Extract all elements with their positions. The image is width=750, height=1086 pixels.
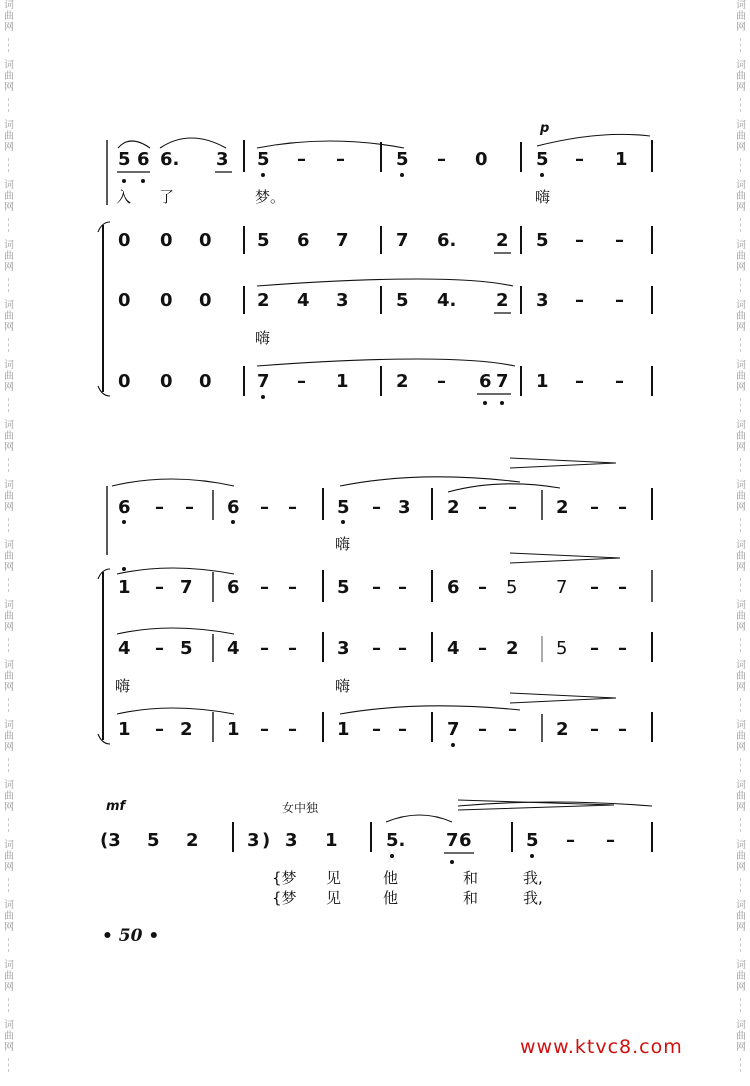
note: 3 [337,638,350,659]
watermark-text: 词 曲 网 [736,900,746,933]
note: 4 [297,290,310,311]
watermark-text: 词 曲 网 [4,720,14,753]
note: – [372,719,381,740]
note: 5 [118,149,131,170]
octave-dot [341,520,345,524]
note: 6. [160,149,180,170]
note: – [288,577,297,598]
watermark-text: 词 曲 网 [4,480,14,513]
watermark-text: 词 曲 网 [736,960,746,993]
note: – [615,371,624,392]
note: – [372,577,381,598]
note: – [398,719,407,740]
part-label: 女中独 [282,801,319,815]
note: 3 [285,830,298,851]
note: – [618,577,627,598]
lyric: 我, [523,869,543,887]
lyric: {梦 [272,889,297,907]
note: 7 [496,371,509,392]
note: 4 [118,638,131,659]
lyric: 嗨 [115,677,131,695]
note: 5 [337,577,350,598]
lyric: 梦。 [255,188,286,206]
watermark-text: 词 曲 网 [4,120,14,153]
slur [340,706,520,714]
note: 6 [227,577,240,598]
note: 6 [447,577,460,598]
note: 5 [536,230,549,251]
note: – [478,577,487,598]
slur [112,479,234,486]
note: – [575,371,584,392]
octave-dot [122,520,126,524]
note: – [606,830,615,851]
octave-dot [450,860,454,864]
watermark-text: 词 曲 网 [4,0,14,33]
note: – [260,577,269,598]
note: 1 [615,149,628,170]
watermark-text: 词 曲 网 [736,480,746,513]
crescendo-hairpin [510,693,616,703]
note: – [590,638,599,659]
note: 3 [336,290,349,311]
note: – [288,719,297,740]
note: 6 [137,149,150,170]
note: 0 [118,230,131,251]
octave-dot [122,567,126,571]
note: 4 [447,638,460,659]
note: 2 [496,290,509,311]
octave-dot [400,173,404,177]
note: 1 [227,719,240,740]
watermark-text: 词 曲 网 [4,420,14,453]
octave-dot [141,179,145,183]
watermark-text: 词 曲 网 [736,540,746,573]
octave-dot [483,401,487,405]
slur [117,628,234,634]
system-2 [98,458,652,747]
note: 0 [199,371,212,392]
note: 4 [227,638,240,659]
note: 0 [118,290,131,311]
note: 5 [396,149,409,170]
watermark-text: 词 曲 网 [736,420,746,453]
lyric: 见 [326,869,342,887]
octave-dot [261,395,265,399]
lyric: 了 [159,188,175,206]
note: – [372,638,381,659]
note: 5. [386,830,406,851]
note: 5 [526,830,539,851]
slur [160,138,226,148]
note: 5 [257,230,270,251]
note: – [615,230,624,251]
note: 6. [437,230,457,251]
note: 2 [496,230,509,251]
watermark-text: 词 曲 网 [4,840,14,873]
note: 7 [396,230,409,251]
note: 2 [257,290,270,311]
note: 0 [160,371,173,392]
note: 1 [325,830,338,851]
note: – [478,719,487,740]
note: – [398,638,407,659]
note: – [478,638,487,659]
dynamic-marking: p [540,121,550,136]
note: 0 [160,290,173,311]
note: 6 [118,497,131,518]
note: 0 [199,230,212,251]
page-number: • 50 • [102,926,160,946]
octave-dot [530,854,534,858]
watermark-text: 词 曲 网 [736,720,746,753]
note: 1 [118,719,131,740]
lyric: 他 [383,869,399,887]
note: 7 [336,230,349,251]
note: 5 [536,149,549,170]
note: 7 [556,577,568,598]
watermark-text: 词 曲 网 [4,180,14,213]
watermark-text: 词 曲 网 [736,600,746,633]
lyric: 和 [463,869,479,887]
watermark-text: 词 曲 网 [736,300,746,333]
lyric: {梦 [272,869,297,887]
crescendo-hairpin [510,458,616,468]
note: 5 [147,830,160,851]
lyric: 见 [326,889,342,907]
watermark-text: 词 曲 网 [736,360,746,393]
note: – [437,371,446,392]
note: 6 [297,230,310,251]
note: ) [262,830,271,851]
note: – [575,290,584,311]
note: – [437,149,446,170]
note: – [260,497,269,518]
note: – [575,149,584,170]
note: 2 [506,638,519,659]
note: – [297,371,306,392]
note: – [615,290,624,311]
note: 0 [475,149,488,170]
note: 6 [227,497,240,518]
note: 2 [180,719,193,740]
octave-dot [231,520,235,524]
octave-dot [122,179,126,183]
note: 2 [186,830,199,851]
note: – [336,149,345,170]
note: – [288,497,297,518]
note: 2 [447,497,460,518]
watermark-text: 词 曲 网 [736,0,746,33]
note: – [372,497,381,518]
note: 7 [180,577,193,598]
lyric: 入 [116,188,132,206]
octave-dot [261,173,265,177]
slur [458,802,652,806]
note: – [575,230,584,251]
note: – [260,719,269,740]
lyric: 嗨 [335,535,351,553]
watermark-text: 词 曲 网 [736,240,746,273]
note: 6 [479,371,492,392]
crescendo-hairpin [510,553,620,563]
note: 1 [336,371,349,392]
note: 3 [536,290,549,311]
slur [117,708,234,714]
note: 0 [160,230,173,251]
slur [117,568,234,574]
note: – [618,719,627,740]
note: 1 [118,577,131,598]
note: – [566,830,575,851]
note: – [398,577,407,598]
note: 4. [437,290,457,311]
note: – [618,638,627,659]
lyric: 他 [383,889,399,907]
lyric: 嗨 [535,188,551,206]
note: – [508,719,517,740]
watermark-text: 词 曲 网 [4,540,14,573]
note: – [185,497,194,518]
watermark-text: 词 曲 网 [4,600,14,633]
watermark-text: 词 曲 网 [4,300,14,333]
watermark-text: 词 曲 网 [4,1020,14,1053]
watermark-text: 词 曲 网 [736,120,746,153]
slur [448,484,560,492]
note: – [590,577,599,598]
note: 7 [446,830,459,851]
site-watermark-logo: www.ktvc8.com [520,1036,683,1058]
note: – [297,149,306,170]
octave-dot [451,743,455,747]
lyric: 嗨 [255,329,271,347]
watermark-text: 词 曲 网 [4,240,14,273]
note: 5 [257,149,270,170]
note: 5 [337,497,350,518]
note: – [155,719,164,740]
note: 0 [118,371,131,392]
watermark-text: 词 曲 网 [4,900,14,933]
note: – [590,719,599,740]
note: 5 [180,638,193,659]
note: (3 [100,830,121,851]
note: 7 [447,719,460,740]
dynamic-marking: mf [106,799,126,814]
note: – [260,638,269,659]
watermark-text: 词 曲 网 [4,960,14,993]
note: 2 [556,719,569,740]
note: 3 [398,497,411,518]
note: 7 [257,371,270,392]
watermark-text: 词 曲 网 [4,660,14,693]
note: – [478,497,487,518]
note: – [155,577,164,598]
note: 1 [536,371,549,392]
note: 1 [337,719,350,740]
watermark-text: 词 曲 网 [736,180,746,213]
lyric: 我, [523,889,543,907]
slur [257,359,515,366]
octave-dot [540,173,544,177]
note: 3 [216,149,229,170]
note: 2 [396,371,409,392]
note: – [155,497,164,518]
note: – [508,497,517,518]
watermark-text: 词 曲 网 [4,780,14,813]
lyric: 和 [463,889,479,907]
system-3 [100,799,652,907]
octave-dot [390,854,394,858]
watermark-text: 词 曲 网 [4,360,14,393]
note: – [155,638,164,659]
watermark-text: 词 曲 网 [736,840,746,873]
note: 0 [199,290,212,311]
watermark-text: 词 曲 网 [736,1020,746,1053]
note: 5 [396,290,409,311]
note: 5 [506,577,518,598]
octave-dot [500,401,504,405]
note: 2 [556,497,569,518]
note: – [618,497,627,518]
slur [537,134,650,146]
crescendo-hairpin [458,800,614,810]
watermark-text: 词 曲 网 [736,60,746,93]
note: 3 [247,830,260,851]
note: – [590,497,599,518]
note: – [288,638,297,659]
system-1 [98,121,652,405]
watermark-text: 词 曲 网 [4,60,14,93]
slur [118,141,150,148]
watermark-text: 词 曲 网 [736,660,746,693]
note: 6 [459,830,472,851]
slur [386,815,452,822]
note: 5 [556,638,568,659]
lyric: 嗨 [335,677,351,695]
watermark-text: 词 曲 网 [736,780,746,813]
slur [257,279,513,286]
